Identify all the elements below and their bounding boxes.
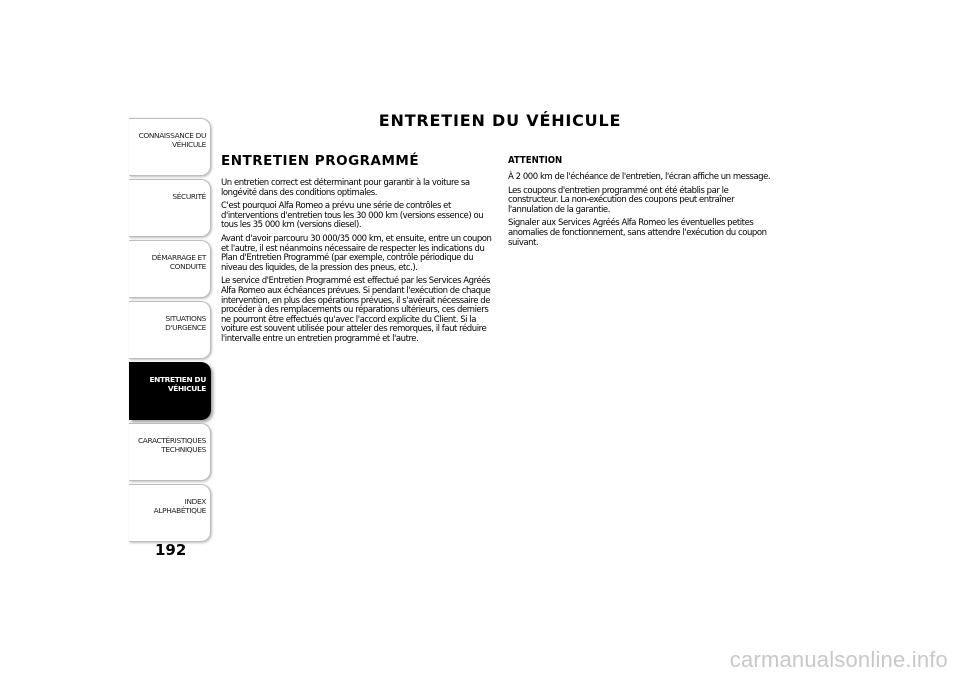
page-title: ENTRETIEN DU VÉHICULE [378, 111, 622, 130]
tab-securite[interactable] [129, 179, 211, 237]
watermark: carmanualsonline.info [729, 647, 948, 672]
tab-label: INDEX ALPHABÉTIQUE [153, 497, 206, 515]
tab-caracteristiques-techniques[interactable] [129, 423, 211, 481]
warning-heading: ATTENTION [508, 155, 563, 166]
paragraph: Les coupons d'entretien programmé ont été établis par le constructeur. La non-exécution des coupons peut entraîner l'annulation de la garantie. [508, 185, 735, 215]
paragraph: Avant d'avoir parcouru 30 000/35 000 km, et ensuite, entre un coupon et l'autre, il est néanmoins nécessaire de respecter les indications du Plan d'Entretien Programmé (par exemple, contrôle périodique du niveau des liquides, de la pression des pneus, etc.). [221, 233, 492, 273]
paragraph: Signaler aux Services Agréés Alfa Romeo les éventuelles petites anomalies de fonctionnement, sans attendre l'exécution du coupon suivant. [508, 218, 767, 248]
paragraph: À 2 000 km de l'échéance de l'entretien, l'écran affiche un message. [508, 172, 771, 182]
tab-entretien-du-vehicule[interactable] [129, 362, 211, 420]
section-heading: ENTRETIEN PROGRAMMÉ [221, 153, 420, 169]
tab-situations-d-urgence[interactable] [129, 301, 211, 359]
right-column [508, 155, 778, 252]
tab-label: SÉCURITÉ [172, 192, 206, 201]
tab-label: CARACTÉRISTIQUES TECHNIQUES [137, 436, 206, 454]
paragraph: Un entretien correct est déterminant pour garantir à la voiture sa longévité dans des conditions optimales. [221, 178, 470, 198]
tab-demarrage-et-conduite[interactable] [129, 240, 211, 298]
tab-index-alphabetique[interactable] [129, 484, 211, 542]
paragraph: Le service d'Entretien Programmé est effectué par les Services Agréés Alfa Romeo aux échéances prévues. Si pendant l'exécution de chaque intervention, en plus des opérations prévues, il s'avérait nécessaire de procéder à des remplacements ou réparations ultérieurs, ces derniers ne pourront être effectués qu'avec l'accord explicite du Client. Si la voiture est souvent utilisée pour atteler des remorques, il faut réduire l'intervalle entre un entretien programmé et l'autre. [221, 276, 491, 344]
page-number: 192 [155, 541, 187, 559]
tab-label: SITUATIONS D'URGENCE [165, 314, 206, 332]
left-column [221, 153, 493, 349]
tab-label: DÉMARRAGE ET CONDUITE [151, 253, 206, 271]
tab-label: CONNAISSANCE DU VÉHICULE [138, 131, 206, 149]
tab-connaissance-du-vehicule[interactable] [129, 118, 211, 176]
paragraph: C'est pourquoi Alfa Romeo a prévu une série de contrôles et d'interventions d'entretien tous les 30 000 km (versions essence) ou tous les 35 000 km (versions diesel). [221, 201, 484, 231]
tab-label: ENTRETIEN DU VÉHICULE [149, 375, 206, 393]
